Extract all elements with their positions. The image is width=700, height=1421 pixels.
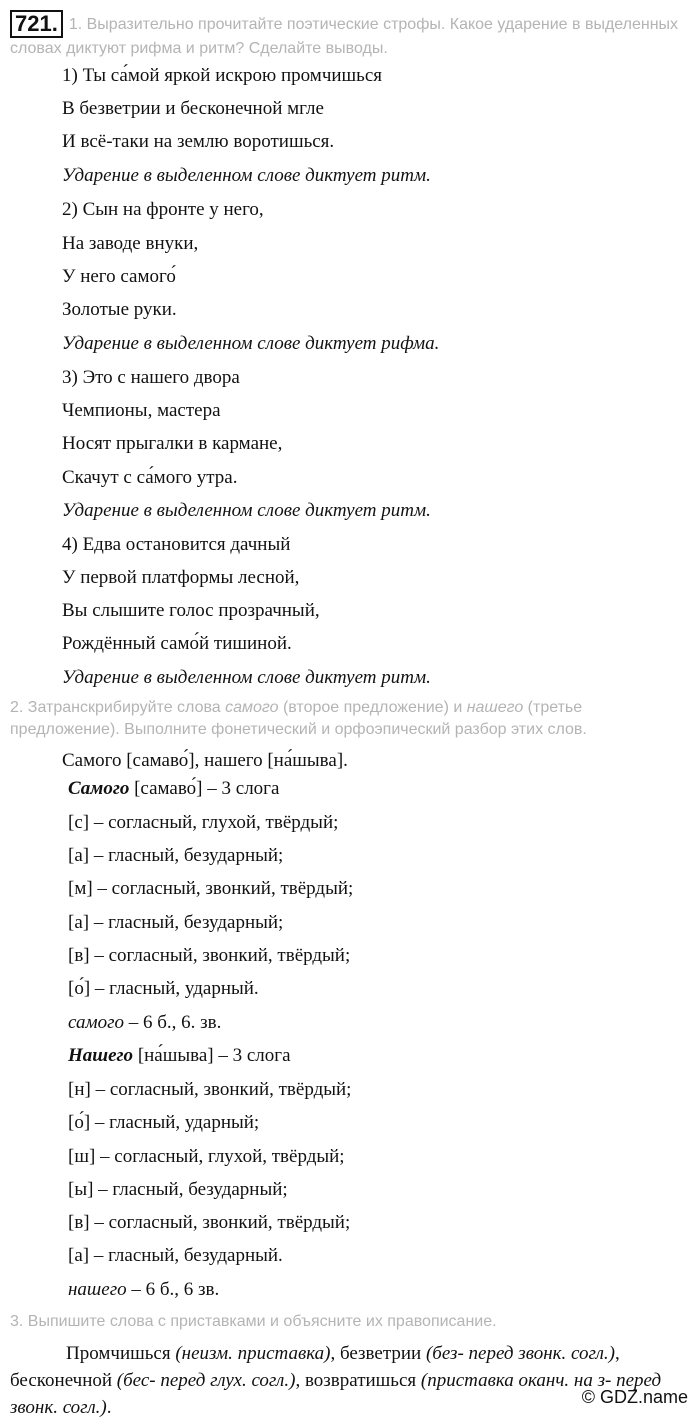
sound-line: [а] – гласный, безударный; <box>68 845 284 866</box>
poem-line: 2) Сын на фронте у него, <box>62 199 264 220</box>
sound-line: [о́] – гласный, ударный; <box>68 1112 260 1133</box>
task-1-instruction <box>10 10 690 60</box>
analysis-heading <box>68 777 279 801</box>
summary-line <box>68 1011 221 1035</box>
answer-word: . <box>106 1397 112 1418</box>
conclusion-line: Ударение в выделенном слове диктует рифма. <box>62 333 440 354</box>
task-2-instruction <box>10 697 690 741</box>
poem-line: У него самого́ <box>62 266 176 287</box>
answer-word: , безветрии <box>330 1343 426 1364</box>
answer-note: (приставка оканч. на з- перед звонк. согл.) <box>10 1370 662 1418</box>
sound-line: [ш] – согласный, глухой, твёрдый; <box>68 1146 345 1167</box>
task-2-word: самого <box>225 699 279 716</box>
poem-line: И всё-таки на землю воротишься. <box>62 131 335 152</box>
summary-word: самого <box>68 1012 124 1033</box>
analysis-word: Самого <box>68 778 130 799</box>
poem-line: На заводе внуки, <box>62 233 199 254</box>
conclusion-line: Ударение в выделенном слове диктует ритм. <box>62 165 431 186</box>
poem-line: 1) Ты са́мой яркой искрою промчишься <box>62 65 383 86</box>
analysis-heading <box>68 1044 291 1068</box>
analysis-heading-rest: [на́шыва] – 3 слога <box>133 1045 291 1066</box>
answer-note: (неизм. приставка) <box>175 1343 331 1364</box>
summary-rest: – 6 б., 6. зв. <box>123 1012 222 1033</box>
sound-line: [о́] – гласный, ударный. <box>68 978 259 999</box>
sound-line: [н] – согласный, звонкий, твёрдый; <box>68 1079 352 1100</box>
sound-line: [а] – гласный, безударный. <box>68 1245 283 1266</box>
watermark: © GDZ.name <box>581 1387 688 1407</box>
analysis-heading-rest: [самаво́] – 3 слога <box>129 778 280 799</box>
task-2-text: 2. Затранскрибируйте слова <box>10 699 226 716</box>
task-2-text: (третье предложение). Выполните фонетический и орфоэпический разбор этих слов. <box>10 699 587 738</box>
poem-line: 3) Это с нашего двора <box>62 367 240 388</box>
sound-line: [м] – согласный, звонкий, твёрдый; <box>68 878 354 899</box>
task-1-text: 1. Выразительно прочитайте поэтические строфы. Какое ударение в выделенных словах диктуют рифма и ритм? Сделайте выводы. <box>10 16 679 57</box>
poem-line: Золотые руки. <box>62 299 177 320</box>
answer-word: , бесконечной <box>10 1343 620 1391</box>
conclusion-line: Ударение в выделенном слове диктует ритм. <box>62 500 431 521</box>
analysis-word: Нашего <box>68 1045 134 1066</box>
poem-line: 4) Едва остановится дачный <box>62 534 291 555</box>
poem-line: Чемпионы, мастера <box>62 400 221 421</box>
answer-note: (без- перед звонк. согл.) <box>425 1343 616 1364</box>
poem-line: У первой платформы лесной, <box>62 567 300 588</box>
poem-line: Скачут с са́мого утра. <box>62 467 238 488</box>
sound-line: [ы] – гласный, безударный; <box>68 1179 288 1200</box>
exercise-number: 721. <box>10 10 63 38</box>
sound-line: [а] – гласный, безударный; <box>68 912 284 933</box>
sound-line: [с] – согласный, глухой, твёрдый; <box>68 812 339 833</box>
task-3-answer <box>10 1340 690 1421</box>
summary-word: нашего <box>68 1279 127 1300</box>
answer-word: , возвратишься <box>295 1370 421 1391</box>
poem-line: Носят прыгалки в кармане, <box>62 433 283 454</box>
answer-note: (бес- перед глух. согл.) <box>116 1370 296 1391</box>
task-2-text: (второе предложение) и <box>278 699 467 716</box>
poem-line: Рождённый само́й тишиной. <box>62 633 292 654</box>
answer-word: Промчишься <box>66 1343 176 1364</box>
poem-line: В безветрии и бесконечной мгле <box>62 98 324 119</box>
summary-line <box>68 1278 219 1302</box>
sound-line: [в] – согласный, звонкий, твёрдый; <box>68 945 351 966</box>
summary-rest: – 6 б., 6 зв. <box>126 1279 220 1300</box>
task-3-instruction: 3. Выпишите слова с приставками и объясните их правописание. <box>10 1313 497 1330</box>
task-2-word: нашего <box>466 699 524 716</box>
sound-line: [в] – согласный, звонкий, твёрдый; <box>68 1212 351 1233</box>
conclusion-line: Ударение в выделенном слове диктует ритм. <box>62 667 431 688</box>
poem-line: Вы слышите голос прозрачный, <box>62 600 320 621</box>
transcription-line: Самого [самаво́], нашего [на́шыва]. <box>62 750 348 771</box>
